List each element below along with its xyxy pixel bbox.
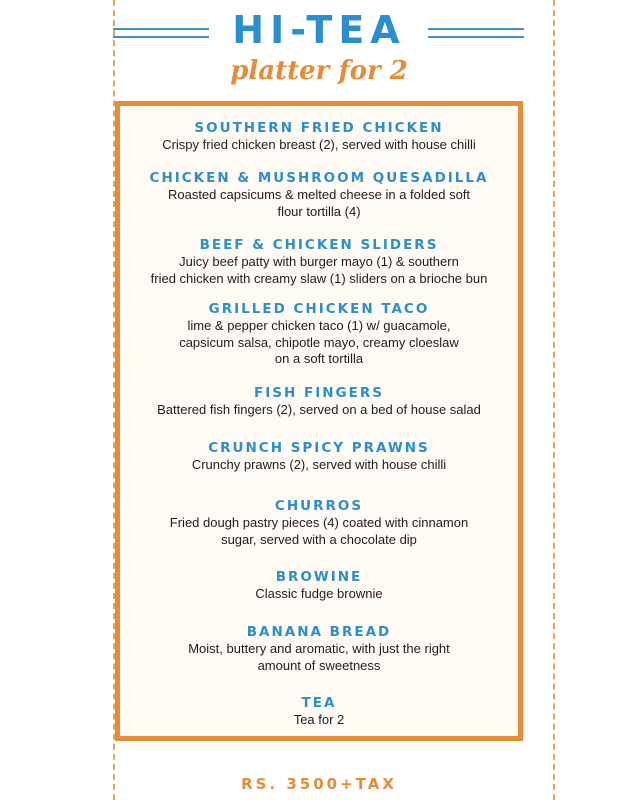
menu-item-beef-chicken-sliders bbox=[120, 237, 518, 287]
menu-item-name: CRUNCH SPICY PRAWNS bbox=[208, 440, 430, 456]
header bbox=[0, 6, 638, 96]
menu-item-description: Roasted capsicums & melted cheese in a folded soft flour tortilla (4) bbox=[167, 187, 471, 219]
menu-item-description: Juicy beef patty with burger mayo (1) & southern fried chicken with creamy slaw (1) sliders on a brioche bun bbox=[150, 254, 488, 286]
menu-item-name: TEA bbox=[301, 695, 337, 711]
menu-item-fish-fingers bbox=[120, 385, 518, 419]
menu-item-banana-bread bbox=[120, 624, 518, 674]
right-dashed-border bbox=[553, 0, 555, 800]
menu-item-name: BEEF & CHICKEN SLIDERS bbox=[199, 237, 439, 253]
page-subtitle: platter for 2 bbox=[230, 56, 408, 86]
menu-item-name: BANANA BREAD bbox=[246, 624, 392, 640]
menu-item-chicken-mushroom-quesadilla bbox=[120, 170, 518, 220]
menu-item-tea bbox=[120, 695, 518, 729]
menu-item-name: FISH FINGERS bbox=[254, 385, 384, 401]
price-label: RS. 3500+TAX bbox=[241, 775, 397, 793]
page-title: HI-TEA bbox=[232, 8, 406, 52]
menu-item-name: SOUTHERN FRIED CHICKEN bbox=[194, 120, 444, 136]
menu-item-description: Tea for 2 bbox=[293, 712, 345, 727]
menu-item-description: Crispy fried chicken breast (2), served with house chilli bbox=[162, 137, 476, 152]
menu-item-description: Classic fudge brownie bbox=[255, 586, 383, 601]
menu-item-description: Battered fish fingers (2), served on a bed of house salad bbox=[157, 402, 481, 417]
menu-item-southern-fried-chicken bbox=[120, 120, 518, 154]
menu-item-description: Fried dough pastry pieces (4) coated with cinnamon sugar, served with a chocolate dip bbox=[169, 515, 469, 547]
menu-item-description: Crunchy prawns (2), served with house chilli bbox=[191, 457, 447, 472]
menu-item-name: CHURROS bbox=[274, 498, 364, 514]
menu-item-crunch-spicy-prawns bbox=[120, 440, 518, 474]
menu-box bbox=[115, 101, 523, 741]
menu-item-browine bbox=[120, 569, 518, 603]
menu-item-name: CHICKEN & MUSHROOM QUESADILLA bbox=[149, 170, 489, 186]
menu-item-name: GRILLED CHICKEN TACO bbox=[208, 301, 430, 317]
menu-item-name: BROWINE bbox=[275, 569, 363, 585]
menu-item-churros bbox=[120, 498, 518, 548]
menu-item-grilled-chicken-taco bbox=[120, 301, 518, 368]
menu-item-description: Moist, buttery and aromatic, with just the right amount of sweetness bbox=[188, 641, 450, 673]
menu-item-description: lime & pepper chicken taco (1) w/ guacamole, capsicum salsa, chipotle mayo, creamy cloeslaw on a soft tortilla bbox=[179, 318, 459, 366]
